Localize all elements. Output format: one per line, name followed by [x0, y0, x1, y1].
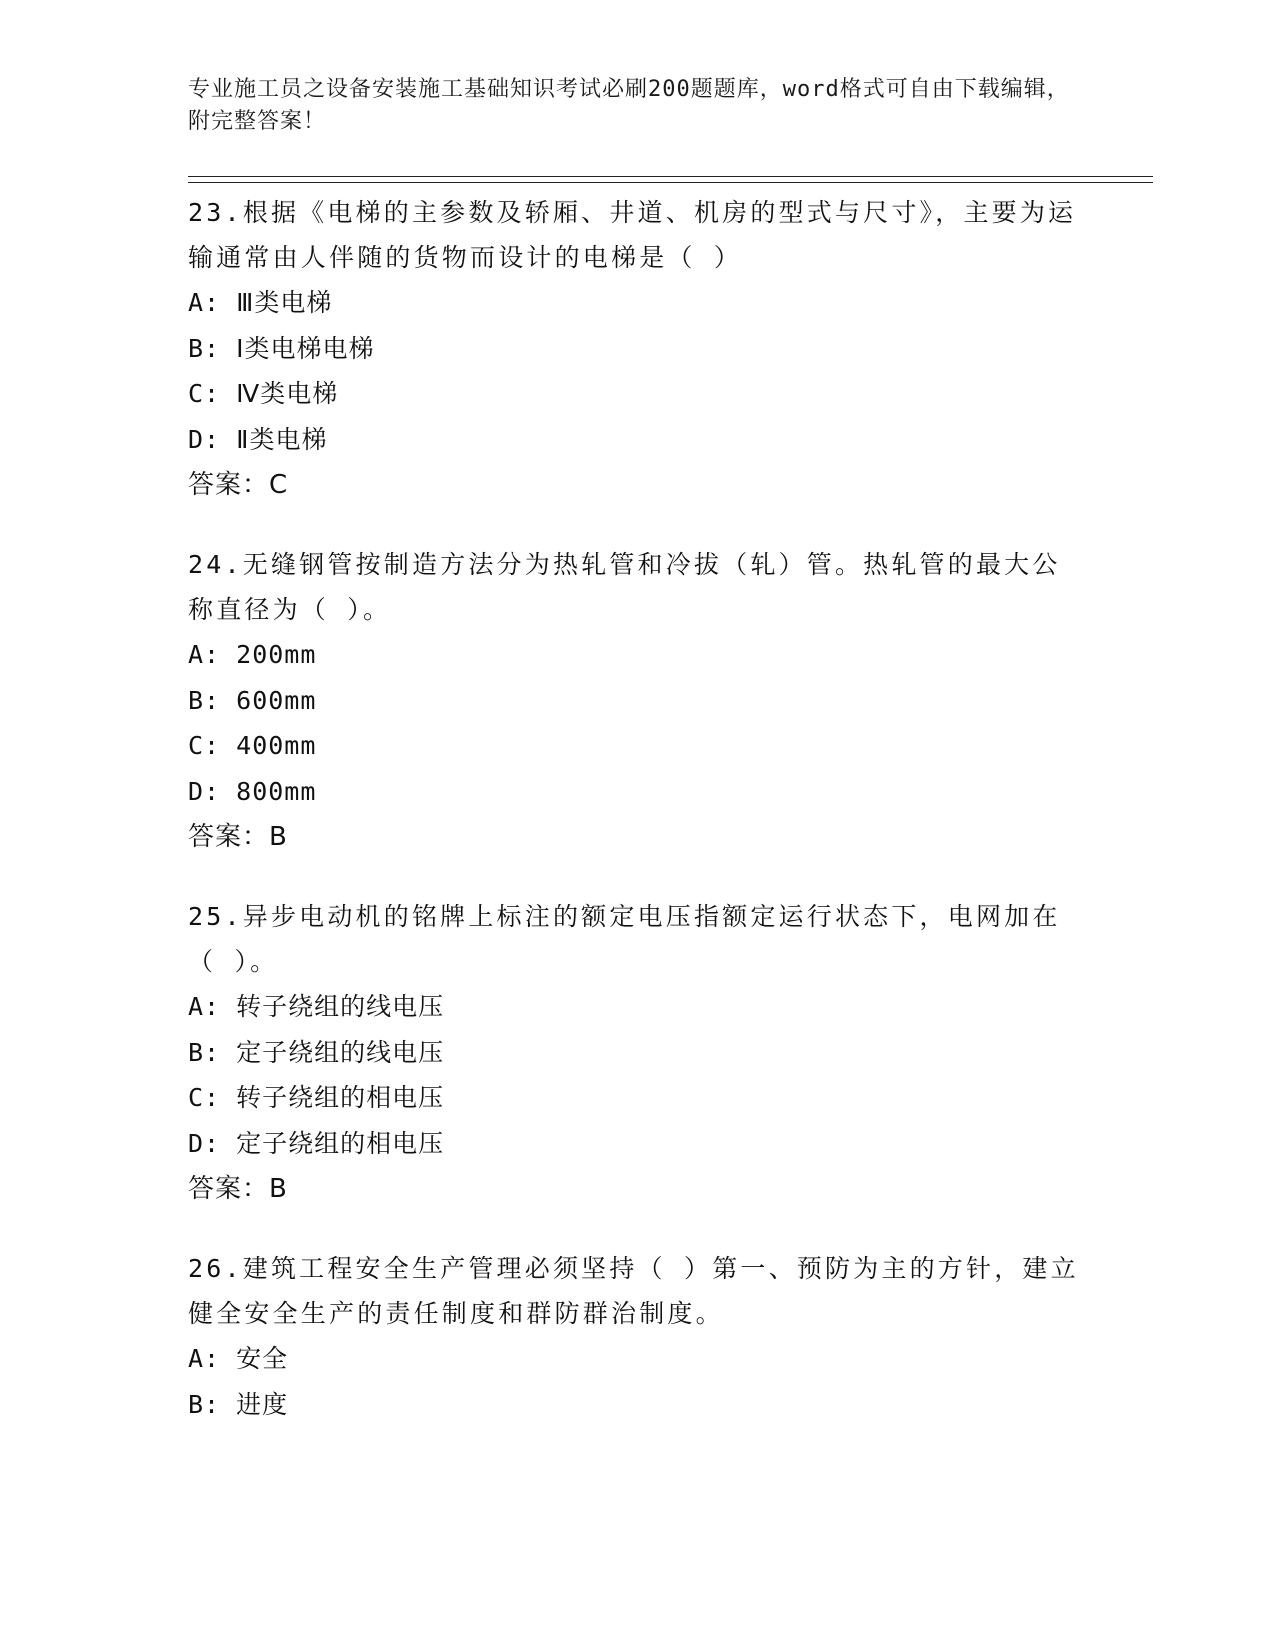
option-b: B: 600mm	[188, 685, 317, 715]
option-b: B: Ⅰ类电梯电梯	[188, 333, 375, 363]
question-stem: 26.建筑工程安全生产管理必须坚持（ ）第一、预防为主的方针，建立健全安全生产的责任制度和群防群治制度。	[188, 1254, 1079, 1328]
question-stem: 25.异步电动机的铭牌上标注的额定电压指额定运行状态下，电网加在（ ）。	[188, 902, 1061, 976]
option-b: B: 定子绕组的线电压	[188, 1037, 445, 1067]
header-divider-top	[188, 176, 1153, 177]
document-header: 专业施工员之设备安装施工基础知识考试必刷200题题库，word格式可自由下载编辑，附完整答案！	[188, 77, 1070, 134]
option-a: A: Ⅲ类电梯	[188, 288, 333, 317]
option-c: C: 转子绕组的相电压	[188, 1083, 445, 1112]
option-c: C: Ⅳ类电梯	[188, 379, 339, 408]
option-d: D: Ⅱ类电梯	[188, 424, 328, 454]
question-stem: 23.根据《电梯的主参数及轿厢、井道、机房的型式与尺寸》，主要为运输通常由人伴随的货物而设计的电梯是（ ）	[188, 198, 1077, 272]
option-a: A: 安全	[188, 1344, 289, 1373]
option-d: D: 800mm	[188, 776, 317, 806]
answer: 答案：B	[188, 822, 288, 852]
option-a: A: 转子绕组的线电压	[188, 992, 445, 1021]
option-a: A: 200mm	[188, 640, 317, 669]
answer: 答案：C	[188, 470, 289, 500]
option-c: C: 400mm	[188, 731, 317, 760]
question-list	[188, 190, 1088, 1461]
answer: 答案：B	[188, 1174, 288, 1204]
question-23	[188, 190, 1088, 508]
option-d: D: 定子绕组的相电压	[188, 1128, 445, 1158]
question-stem: 24.无缝钢管按制造方法分为热轧管和冷拔（轧）管。热轧管的最大公称直径为（ ）。	[188, 550, 1061, 624]
question-24	[188, 542, 1088, 860]
header-divider-bottom	[188, 182, 1153, 183]
option-b: B: 进度	[188, 1389, 289, 1419]
question-25	[188, 894, 1088, 1212]
question-26	[188, 1246, 1088, 1427]
